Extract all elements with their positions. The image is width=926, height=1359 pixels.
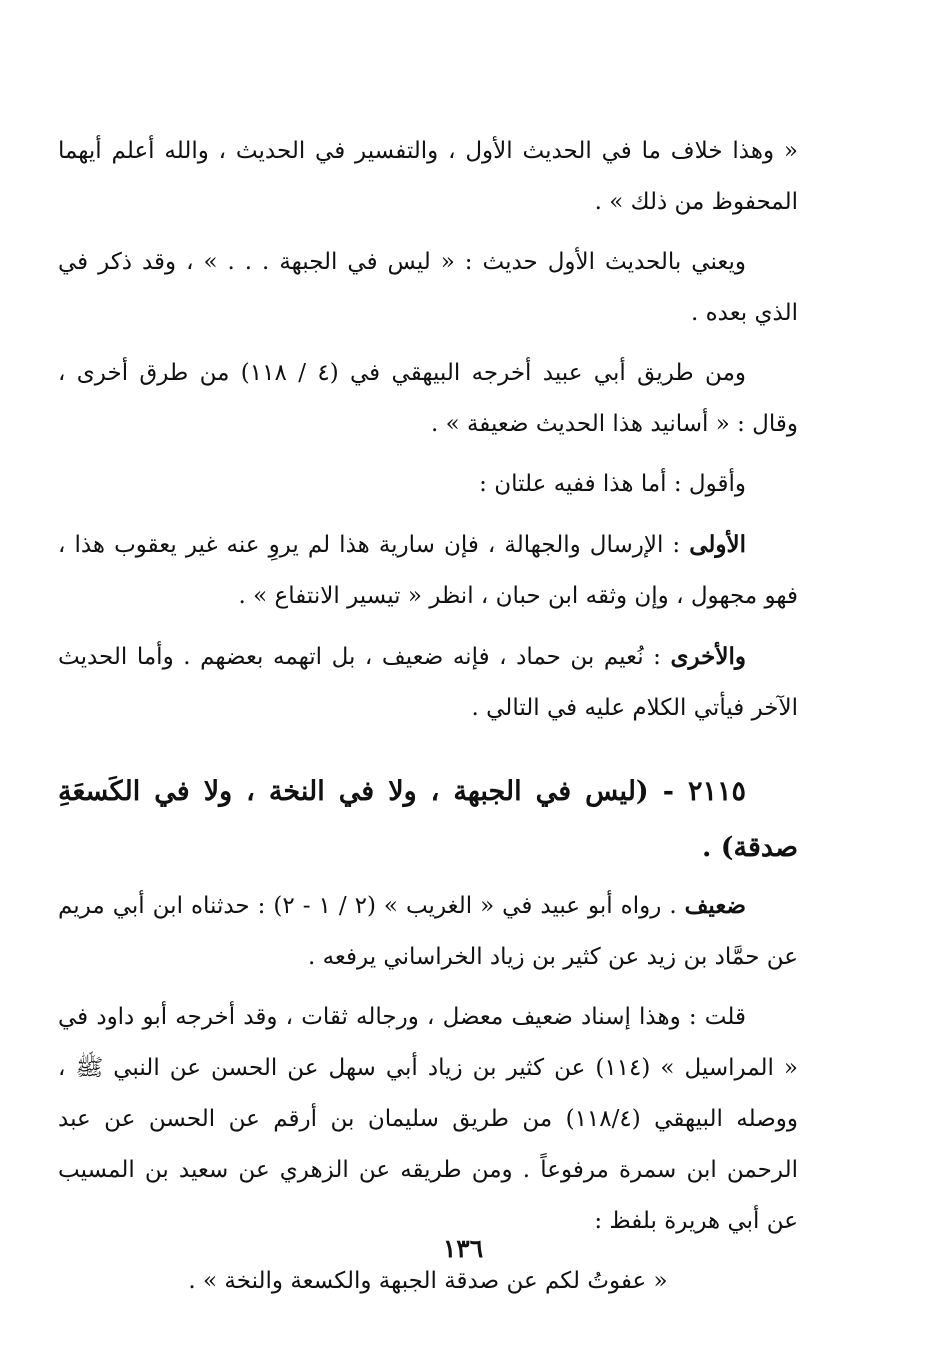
page-body (58, 126, 798, 1316)
second-defect-label: والأخرى (670, 643, 746, 670)
hadith-heading: ٢١١٥ - (ليس في الجبهة ، ولا في النخة ، ولا في الكَسعَةِ صدقة) . (58, 776, 798, 863)
first-defect-text: : الإرسال والجهالة ، فإن سارية هذا لم يروِ عنه غير يعقوب هذا ، فهو مجهول ، وإن وثقه ابن حبان ، انظر « تيسير الانتفاع » . (58, 532, 798, 609)
quote-paragraph: « وهذا خلاف ما في الحديث الأول ، والتفسير في الحديث ، والله أعلم أيهما المحفوظ من ذلك » . (58, 138, 798, 215)
first-defect-paragraph (58, 519, 798, 622)
second-defect-paragraph (58, 631, 798, 734)
second-defect-text: : نُعيم بن حماد ، فإنه ضعيف ، بل اتهمه بعضهم . وأما الحديث الآخر فيأتي الكلام عليه في التالي . (58, 644, 798, 721)
grading-paragraph (58, 880, 798, 983)
source-paragraph: ومن طريق أبي عبيد أخرجه البيهقي في (٤ / ١١٨) من طرق أخرى ، وقال : « أسانيد هذا الحديث ضعيفة » . (58, 360, 798, 437)
two-defects-paragraph: وأقول : أما هذا ففيه علتان : (479, 471, 746, 497)
grading-text: . رواه أبو عبيد في « الغريب » (٢ / ١ - ٢) : حدثناه ابن أبي مريم عن حمَّاد بن زيد عن كثير بن زياد الخراساني يرفعه . (58, 893, 798, 970)
page-number: ١٣٦ (442, 1234, 484, 1263)
grading-label: ضعيف (684, 892, 746, 919)
first-defect-label: الأولى (689, 531, 746, 558)
commentary-paragraph: قلت : وهذا إسناد ضعيف معضل ، ورجاله ثقات ، وقد أخرجه أبو داود في « المراسيل » (١١٤) عن كثير بن زياد أبي سهل عن الحسن عن النبي ﷺ ، ووصله البيهقي (١١٨/٤) من طريق سليمان بن أرقم عن الحسن عن عبد الرحمن ابن سمرة مرفوعاً . ومن طريقه عن الزهري عن سعيد بن المسيب عن أبي هريرة بلفظ : (58, 1004, 798, 1234)
explanation-paragraph: ويعني بالحديث الأول حديث : « ليس في الجبهة . . . » ، وقد ذكر في الذي بعده . (58, 249, 798, 326)
closing-quote: « عفوتُ لكم عن صدقة الجبهة والكسعة والنخة » . (188, 1268, 668, 1294)
